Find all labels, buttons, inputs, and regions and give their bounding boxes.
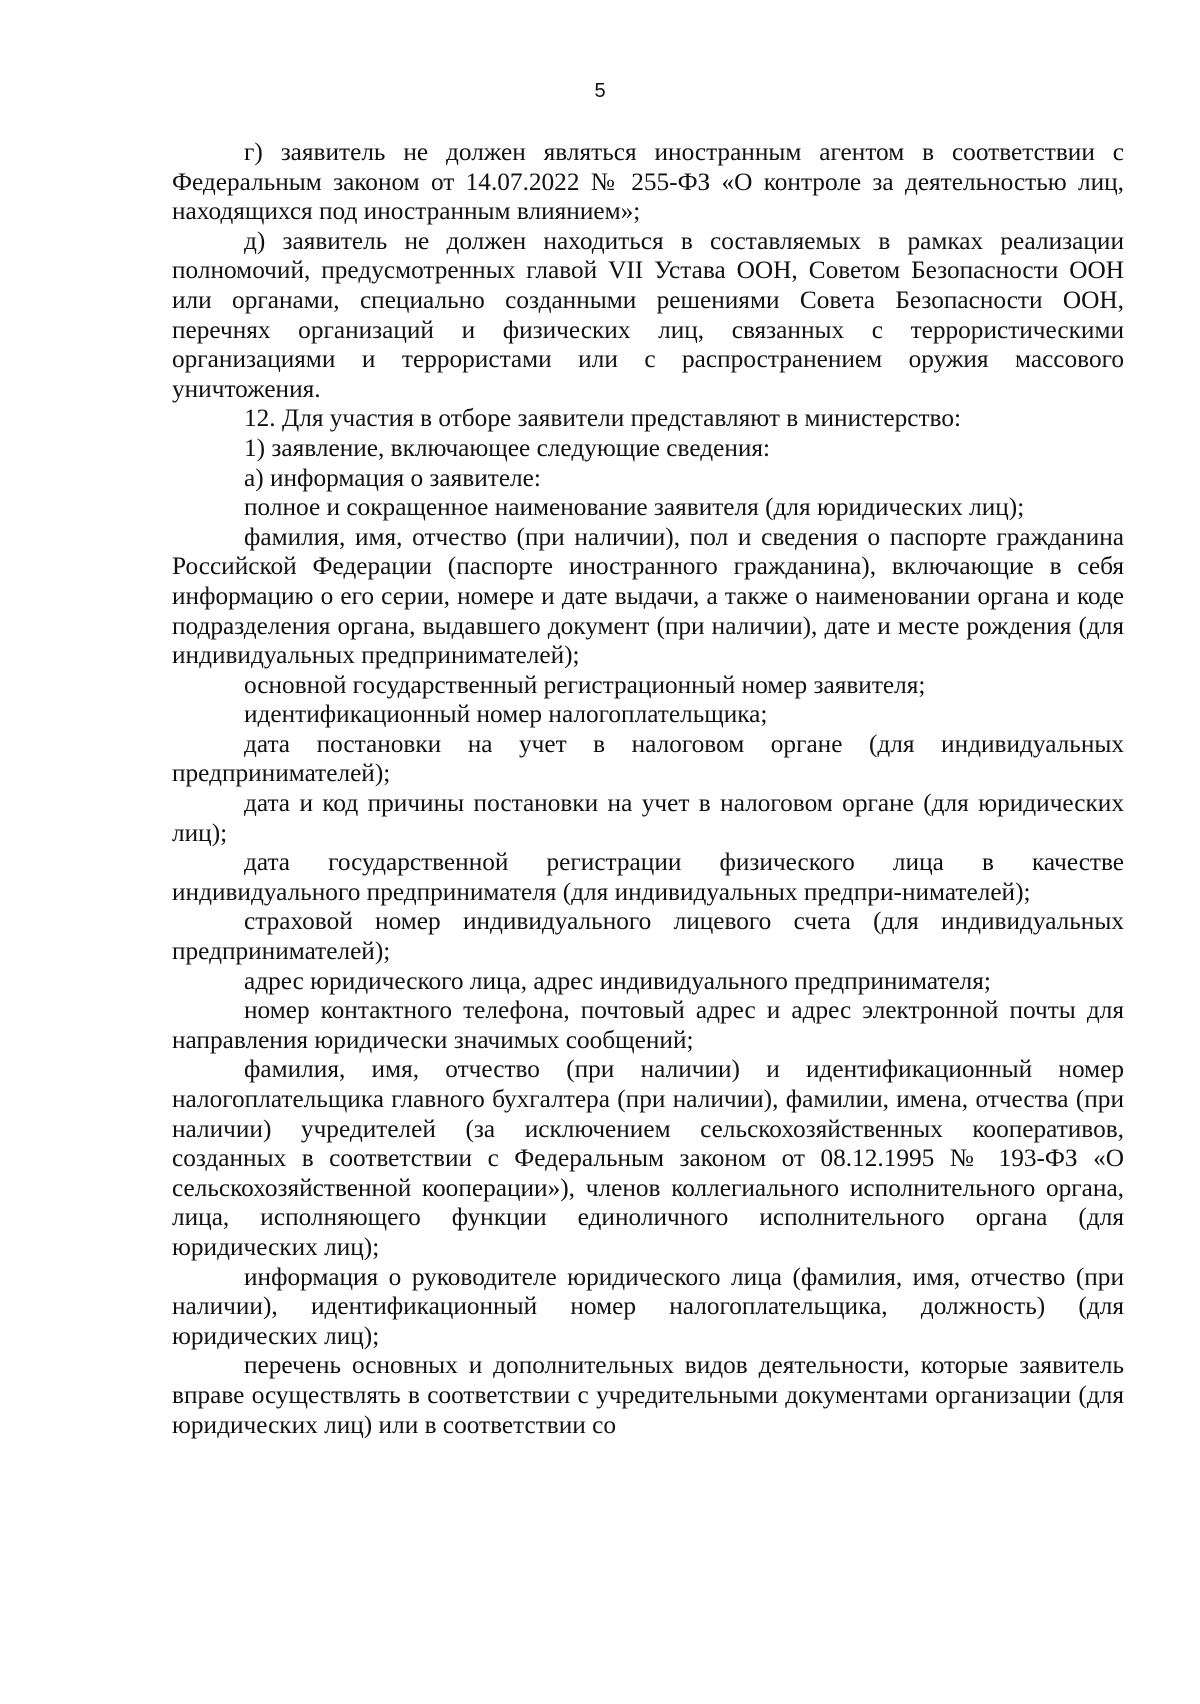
paragraph-full-name: полное и сокращенное наименование заявителя (для юридических лиц);	[244, 493, 1025, 522]
paragraph-contacts: номер контактного телефона, почтовый адрес и адрес электронной почты для направления юридически значимых сообщений;	[172, 996, 1124, 1054]
paragraph-ip-registration-date: дата государственной регистрации физического лица в качестве индивидуального предпринимателя (для индивидуальных предпри-нимателей);	[172, 848, 1124, 906]
paragraph-12-submission: 12. Для участия в отборе заявители представляют в министерство:	[244, 404, 961, 433]
page-number: 5	[594, 80, 606, 102]
paragraph-kpp: дата и код причины постановки на учет в налоговом органе (для юридических лиц);	[172, 789, 1124, 847]
paragraph-a-applicant-info: а) информация о заявителе:	[244, 463, 541, 492]
paragraph-ogrn: основной государственный регистрационный номер заявителя;	[244, 670, 926, 699]
paragraph-snils: страховой номер индивидуального лицевого счета (для индивидуальных предпринимателей);	[172, 907, 1124, 966]
paragraph-1-application: 1) заявление, включающее следующие сведения:	[244, 433, 771, 462]
paragraph-head-info: информация о руководителе юридического лица (фамилия, имя, отчество (при наличии), идентификационный номер налогоплательщика, должность) (для юридических лиц);	[172, 1262, 1124, 1350]
document-body	[172, 138, 1124, 1440]
paragraph-passport: фамилия, имя, отчество (при наличии), пол и сведения о паспорте гражданина Российской Федерации (паспорте иностранного гражданина), включающие в себя информацию о его серии, номере и дате выдачи, а также о наименовании органа и коде подразделения органа, выдавшего документ (при наличии), дате и месте рождения (для индивидуальных предпринимателей);	[172, 522, 1124, 670]
paragraph-inn: идентификационный номер налогоплательщика;	[244, 700, 768, 729]
paragraph-d-un-lists: д) заявитель не должен находиться в составляемых в рамках реализации полномочий, предусмотренных главой VII Устава ООН, Советом Безопасности ООН или органами, специально созданными решениями Совета Безопасности ООН, перечнях организаций и физических лиц, связанных с террористическими организациями и террористами или с распространением оружия массового уничтожения.	[172, 226, 1124, 403]
paragraph-g-foreign-agent: г) заявитель не должен являться иностранным агентом в соответствии с Федеральным законом от 14.07.2022 № 255-ФЗ «О контроле за деятельностью лиц, находящихся под иностранным влиянием»;	[172, 138, 1124, 226]
paragraph-accountant-founders: фамилия, имя, отчество (при наличии) и идентификационный номер налогоплательщика главного бухгалтера (при наличии), фамилии, имена, отчества (при наличии) учредителей (за исключением сельскохозяйственных кооперативов, созданных в соответствии с Федеральным законом от 08.12.1995 № 193-ФЗ «О сельскохозяйственной кооперации»), членов коллегиального исполнительного органа, лица, исполняющего функции единоличного исполнительного органа (для юридических лиц);	[172, 1055, 1124, 1261]
paragraph-activities: перечень основных и дополнительных видов деятельности, которые заявитель вправе осуществлять в соответствии с учредительными документами организации (для юридических лиц) или в соответствии со	[172, 1351, 1124, 1439]
paragraph-tax-registration-date: дата постановки на учет в налоговом органе (для индивидуальных предпринимателей);	[172, 729, 1124, 788]
paragraph-address: адрес юридического лица, адрес индивидуального предпринимателя;	[244, 966, 991, 995]
